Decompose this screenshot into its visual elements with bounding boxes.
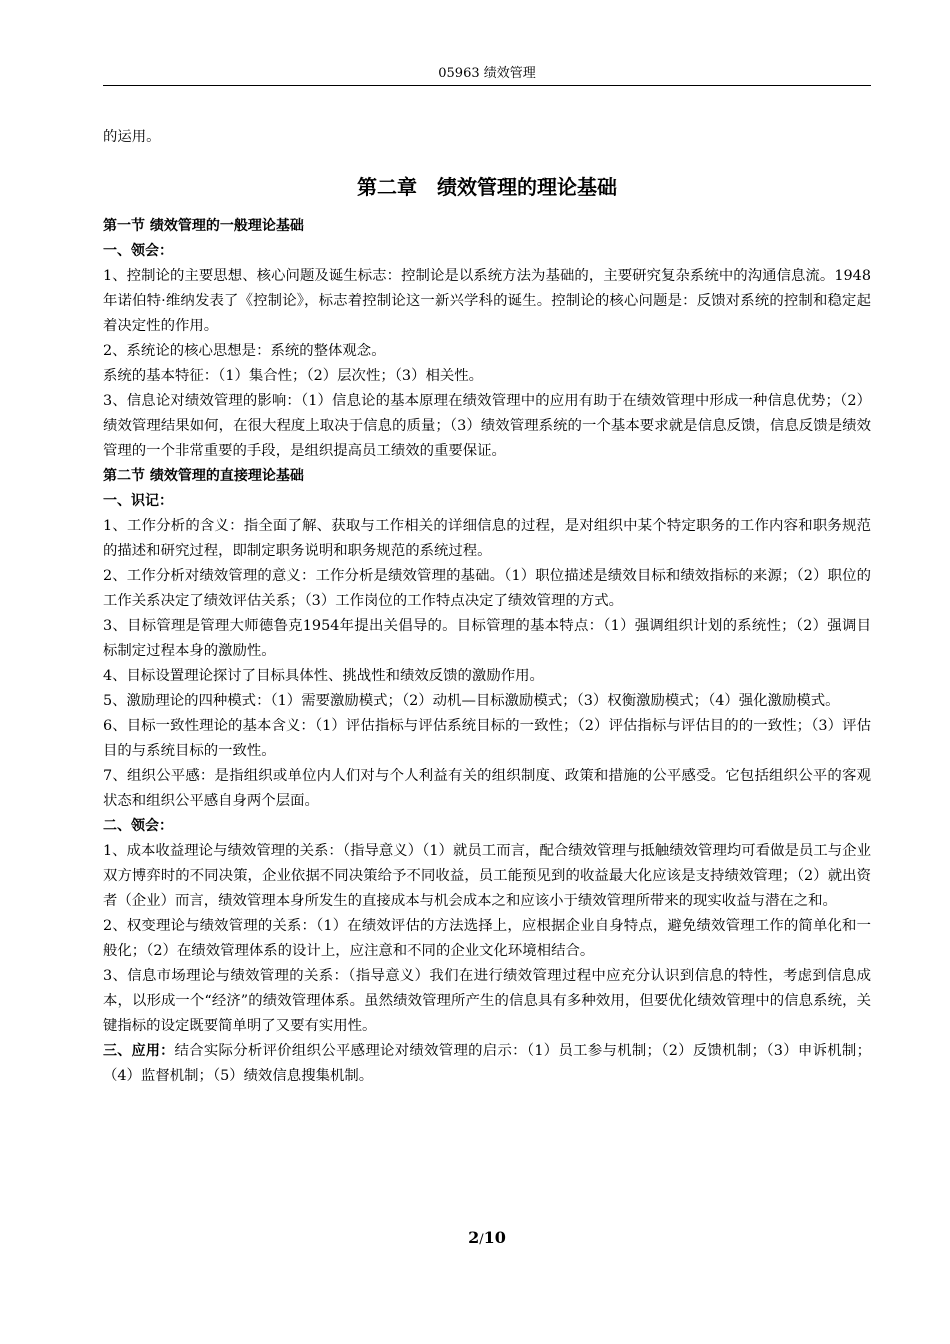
current-page: 2 [468,1228,480,1247]
paragraph: 2、系统论的核心思想是：系统的整体观念。 [103,343,386,359]
section-2-part-3-title: 三、应用： [103,1043,175,1059]
intro-text: 的运用。 [103,129,161,145]
paragraph: 1、成本收益理论与绩效管理的关系：（指导意义）（1）就员工而言，配合绩效管理与抵触绩效管理均可看做是员工与企业双方博弈时的不同决策，企业依据不同决策给予不同收益，员工能预见到的收益最大化应该是支持绩效管理；（2）就出资者（企业）而言，绩效管理本身所发生的直接成本与机会成本之和应该小于绩效管理所带来的现实收益与潜在之和。 [103,843,871,909]
header-divider [103,85,871,86]
section-1-title: 第一节 绩效管理的一般理论基础 [103,218,304,234]
section-2-title: 第二节 绩效管理的直接理论基础 [103,468,304,484]
application-paragraph [103,1039,871,1089]
paragraph: 1、工作分析的含义：指全面了解、获取与工作相关的详细信息的过程，是对组织中某个特定职务的工作内容和职务规范的描述和研究过程，即制定职务说明和职务规范的系统过程。 [103,518,871,559]
paragraph: 2、工作分析对绩效管理的意义：工作分析是绩效管理的基础。（1）职位描述是绩效目标和绩效指标的来源；（2）职位的工作关系决定了绩效评估关系；（3）工作岗位的工作特点决定了绩效管理的方式。 [103,568,871,609]
paragraph: 6、目标一致性理论的基本含义：（1）评估指标与评估系统目标的一致性；（2）评估指标与评估目的的一致性；（3）评估目的与系统目标的一致性。 [103,718,871,759]
paragraph: 4、目标设置理论探讨了目标具体性、挑战性和绩效反馈的激励作用。 [103,668,544,684]
paragraph: 3、信息论对绩效管理的影响：（1）信息论的基本原理在绩效管理中的应用有助于在绩效管理中形成一种信息优势；（2）绩效管理结果如何，在很大程度上取决于信息的质量；（3）绩效管理系统的一个基本要求就是信息反馈，信息反馈是绩效管理的一个非常重要的手段，是组织提高员工绩效的重要保证。 [103,393,871,459]
application-text: 结合实际分析评价组织公平感理论对绩效管理的启示：（1）员工参与机制；（2）反馈机制；（3）申诉机制；（4）监督机制；（5）绩效信息搜集机制。 [103,1043,872,1084]
chapter-title: 第二章 绩效管理的理论基础 [357,175,617,199]
paragraph: 5、激励理论的四种模式：（1）需要激励模式；（2）动机—目标激励模式；（3）权衡激励模式；（4）强化激励模式。 [103,693,840,709]
document-body [103,125,871,1089]
section-2-part-1-title: 一、识记： [103,493,173,509]
page-separator: / [479,1232,484,1247]
section-1-part-1-title: 一、领会： [103,243,173,259]
paragraph: 2、权变理论与绩效管理的关系：（1）在绩效评估的方法选择上，应根据企业自身特点，避免绩效管理工作的简单化和一般化；（2）在绩效管理体系的设计上，应注意和不同的企业文化环境相结合。 [103,918,871,959]
paragraph: 系统的基本特征：（1）集合性；（2）层次性；（3）相关性。 [103,368,484,384]
paragraph: 7、组织公平感：是指组织或单位内人们对与个人利益有关的组织制度、政策和措施的公平感受。它包括组织公平的客观状态和组织公平感自身两个层面。 [103,768,871,809]
page-header: 05963 绩效管理 [438,66,536,81]
paragraph: 3、目标管理是管理大师德鲁克1954年提出关倡导的。目标管理的基本特点：（1）强调组织计划的系统性；（2）强调目标制定过程本身的激励性。 [103,618,871,659]
section-2-part-2-title: 二、领会： [103,818,173,834]
paragraph: 3、信息市场理论与绩效管理的关系：（指导意义）我们在进行绩效管理过程中应充分认识到信息的特性，考虑到信息成本，以形成一个“经济”的绩效管理体系。虽然绩效管理所产生的信息具有多种效用，但要优化绩效管理中的信息系统，关键指标的设定既要简单明了又要有实用性。 [103,968,871,1034]
paragraph: 1、控制论的主要思想、核心问题及诞生标志：控制论是以系统方法为基础的，主要研究复杂系统中的沟通信息流。1948年诺伯特·维纳发表了《控制论》，标志着控制论这一新兴学科的诞生。控制论的核心问题是：反馈对系统的控制和稳定起着决定性的作用。 [103,268,871,334]
page-number [103,1227,871,1251]
total-pages: 10 [483,1228,506,1247]
